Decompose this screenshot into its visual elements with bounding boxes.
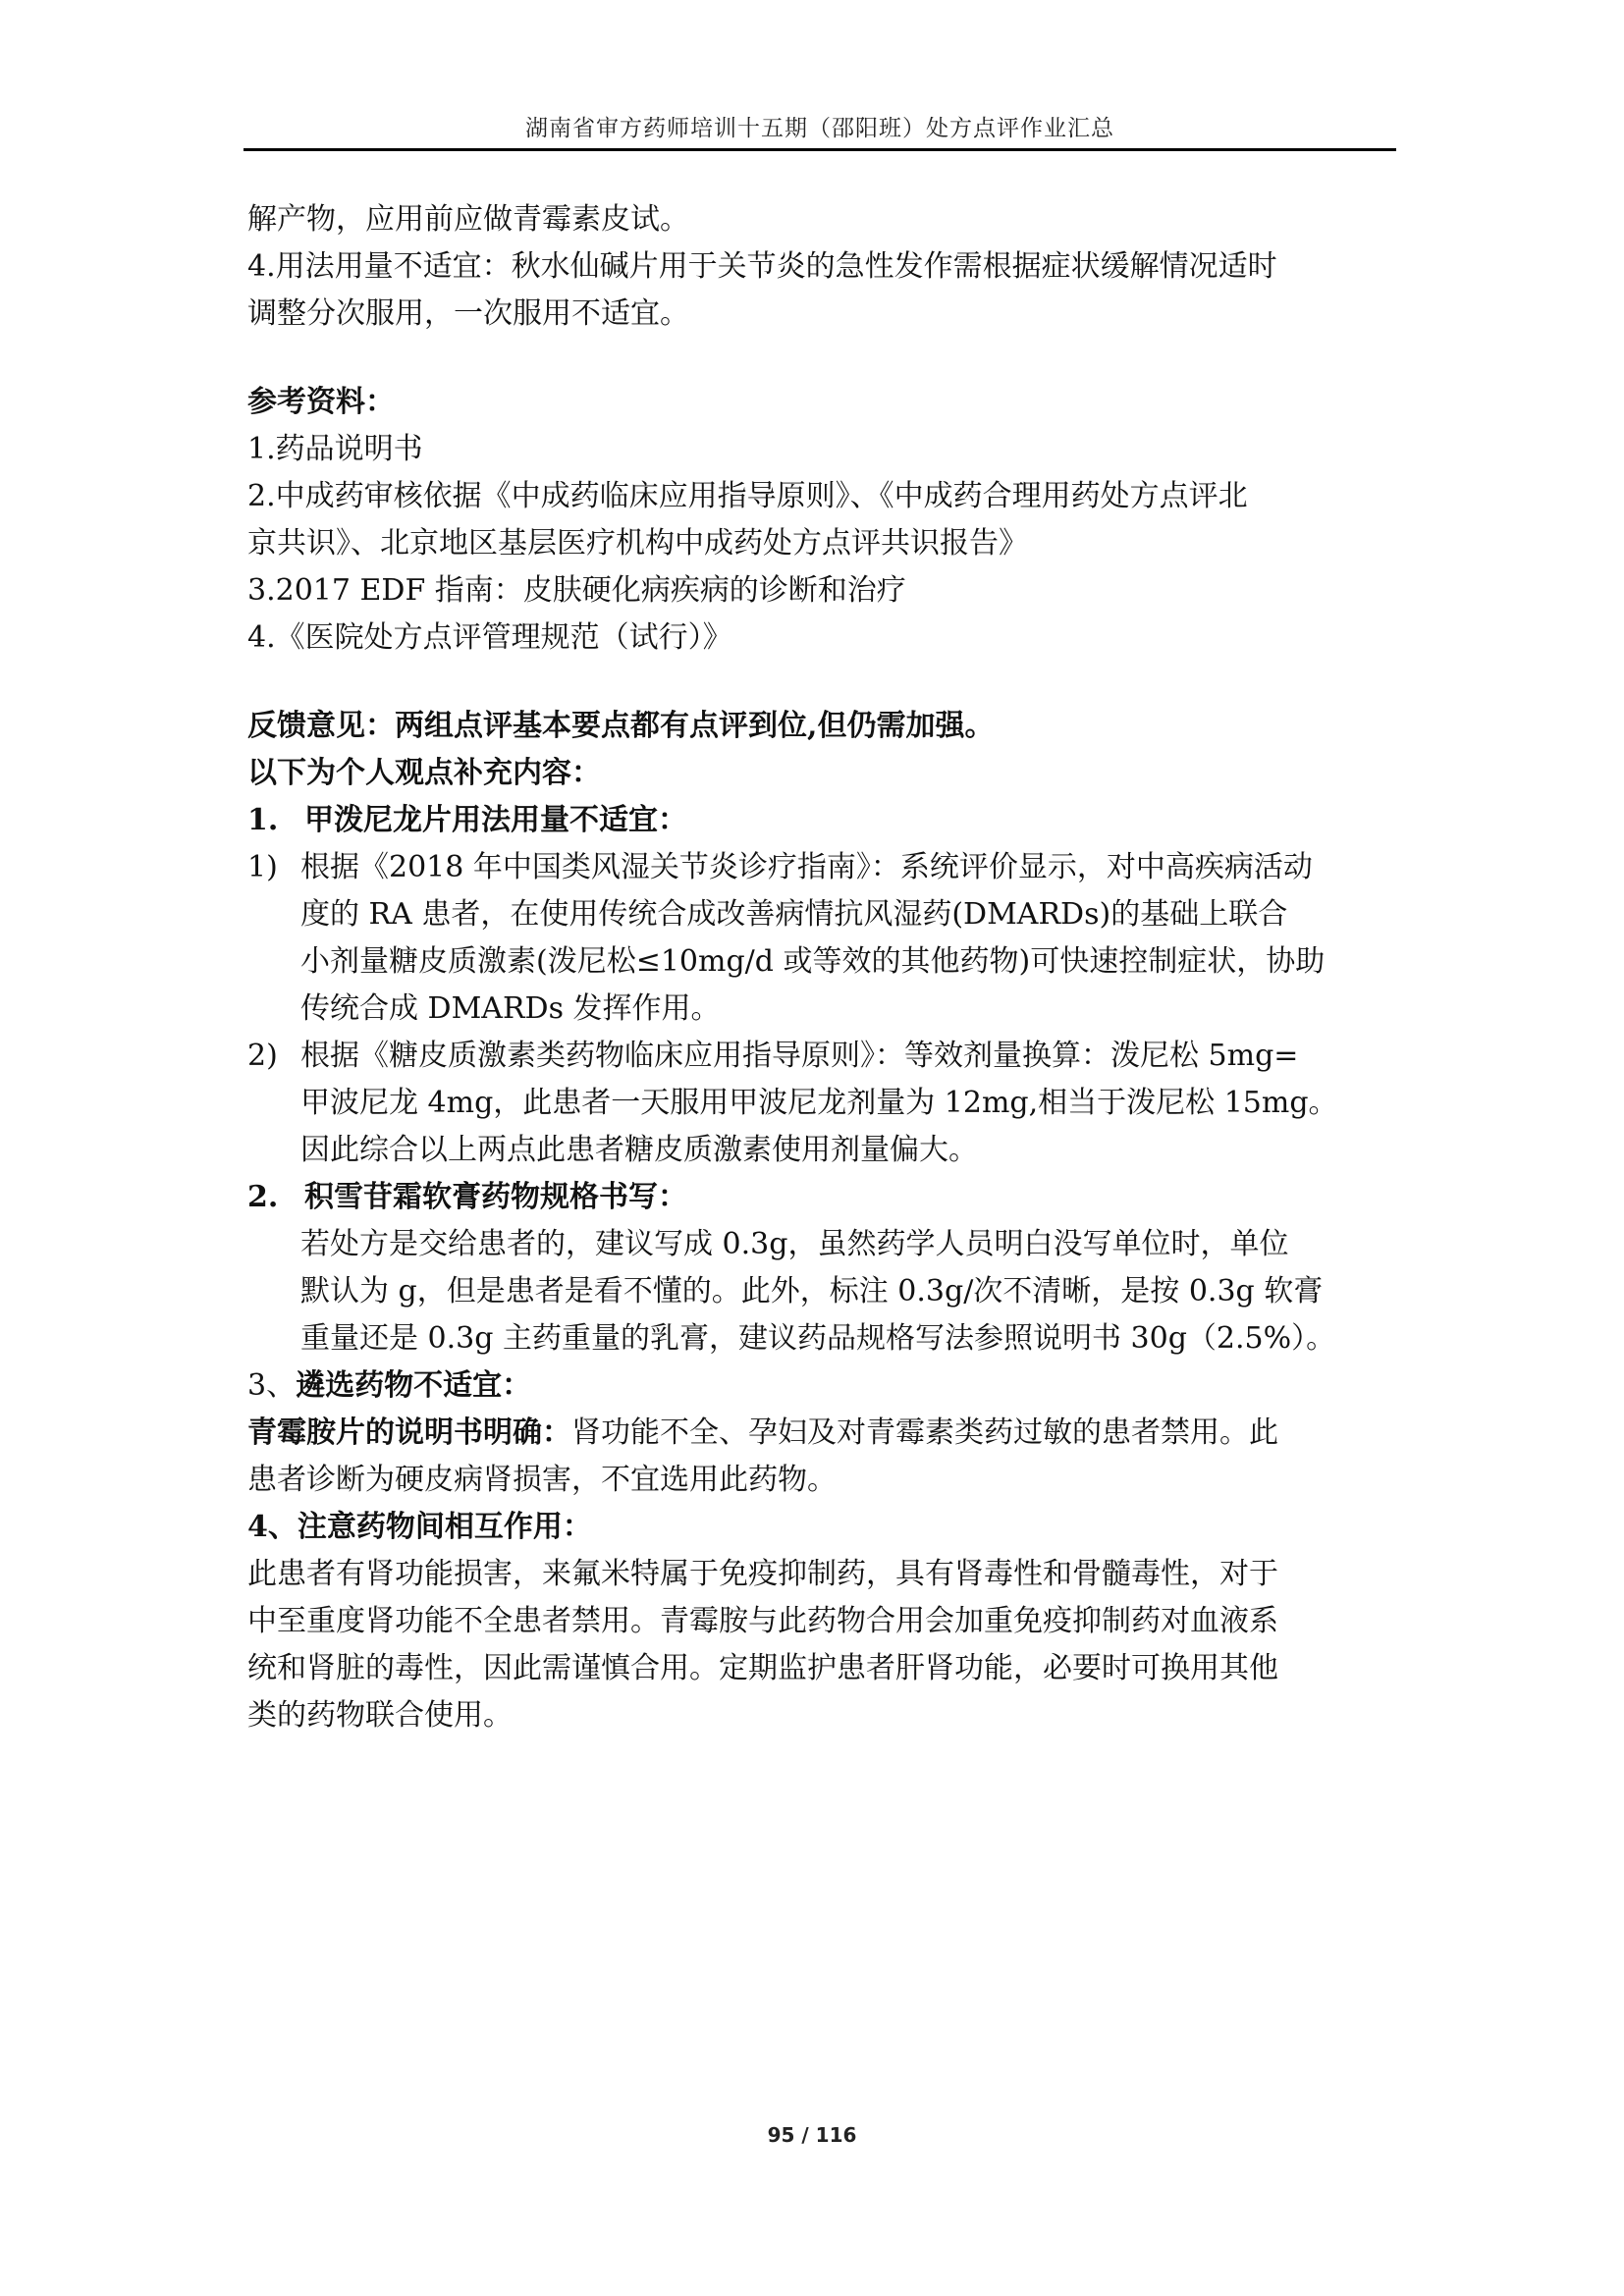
section-number: 3、 <box>247 1368 297 1403</box>
list-item-continuation: 甲波尼龙 4mg，此患者一天服用甲波尼龙剂量为 12mg,相当于泼尼松 15mg。 <box>300 1086 1338 1120</box>
page-number: 95 / 116 <box>767 2123 857 2147</box>
list-item-continuation: 传统合成 DMARDs 发挥作用。 <box>300 991 721 1026</box>
section-title: 甲泼尼龙片用法用量不适宜： <box>304 803 687 837</box>
reference-item: 1.药品说明书 <box>247 432 423 466</box>
document-header: 湖南省审方药师培训十五期（邵阳班）处方点评作业汇总 <box>525 116 1114 141</box>
body-line: 调整分次服用，一次服用不适宜。 <box>247 296 689 331</box>
section-4-line: 中至重度肾功能不全患者禁用。青霉胺与此药物合用会加重免疫抑制药对血液系 <box>247 1604 1278 1638</box>
section-number: 1. <box>247 803 279 837</box>
list-item-text: 根据《糖皮质激素类药物临床应用指导原则》：等效剂量换算：泼尼松 5mg= <box>300 1039 1299 1073</box>
section-3-heading <box>247 1362 1396 1410</box>
list-item-text: 根据《2018 年中国类风湿关节炎诊疗指南》：系统评价显示，对中高疾病活动 <box>300 850 1313 884</box>
section-title: 遴选药物不适宜： <box>296 1368 532 1403</box>
list-item <box>247 844 1396 891</box>
references-heading: 参考资料： <box>247 385 395 419</box>
section-title: 积雪苷霜软膏药物规格书写： <box>304 1180 687 1214</box>
section-3-text: 肾功能不全、孕妇及对青霉素类药过敏的患者禁用。此 <box>571 1415 1278 1450</box>
section-3-line <box>247 1410 1396 1457</box>
reference-item: 4.《医院处方点评管理规范（试行）》 <box>247 620 732 655</box>
document-body <box>247 196 1396 1739</box>
section-4-line: 此患者有肾功能损害，来氟米特属于免疫抑制药，具有肾毒性和骨髓毒性，对于 <box>247 1557 1278 1591</box>
feedback-heading: 反馈意见：两组点评基本要点都有点评到位,但仍需加强。 <box>247 709 995 743</box>
list-item-continuation: 因此综合以上两点此患者糖皮质激素使用剂量偏大。 <box>300 1133 978 1167</box>
reference-item: 2.中成药审核依据《中成药临床应用指导原则》、《中成药合理用药处方点评北 <box>247 479 1248 513</box>
section-number: 2. <box>247 1180 279 1214</box>
list-item <box>247 1033 1396 1080</box>
feedback-subheading: 以下为个人观点补充内容： <box>247 756 601 790</box>
section-2-line: 若处方是交给患者的，建议写成 0.3g，虽然药学人员明白没写单位时，单位 <box>300 1227 1289 1261</box>
list-item-continuation: 度的 RA 患者，在使用传统合成改善病情抗风湿药(DMARDs)的基础上联合 <box>300 897 1288 932</box>
header-divider <box>244 148 1396 151</box>
reference-item: 3.2017 EDF 指南：皮肤硬化病疾病的诊断和治疗 <box>247 573 906 608</box>
section-3-line: 患者诊断为硬皮病肾损害，不宜选用此药物。 <box>247 1463 837 1497</box>
reference-item: 京共识》、北京地区基层医疗机构中成药处方点评共识报告》 <box>247 526 1028 561</box>
list-item-number: 1) <box>247 850 278 884</box>
bold-lead: 青霉胺片的说明书明确： <box>247 1415 571 1450</box>
section-4-heading: 4、注意药物间相互作用： <box>247 1510 592 1544</box>
section-2-heading <box>247 1174 1396 1221</box>
body-line: 解产物，应用前应做青霉素皮试。 <box>247 202 689 237</box>
list-item-number: 2) <box>247 1039 278 1073</box>
body-line: 4.用法用量不适宜：秋水仙碱片用于关节炎的急性发作需根据症状缓解情况适时 <box>247 249 1277 284</box>
section-2-line: 默认为 g，但是患者是看不懂的。此外，标注 0.3g/次不清晰，是按 0.3g 软膏 <box>300 1274 1324 1308</box>
section-2-line: 重量还是 0.3g 主药重量的乳膏，建议药品规格写法参照说明书 30g（2.5%）。 <box>300 1321 1336 1356</box>
section-4-line: 统和肾脏的毒性，因此需谨慎合用。定期监护患者肝肾功能，必要时可换用其他 <box>247 1651 1278 1685</box>
list-item-continuation: 小剂量糖皮质激素(泼尼松≤10mg/d 或等效的其他药物)可快速控制症状，协助 <box>300 944 1326 979</box>
section-1-heading <box>247 797 1396 844</box>
section-4-line: 类的药物联合使用。 <box>247 1698 513 1733</box>
